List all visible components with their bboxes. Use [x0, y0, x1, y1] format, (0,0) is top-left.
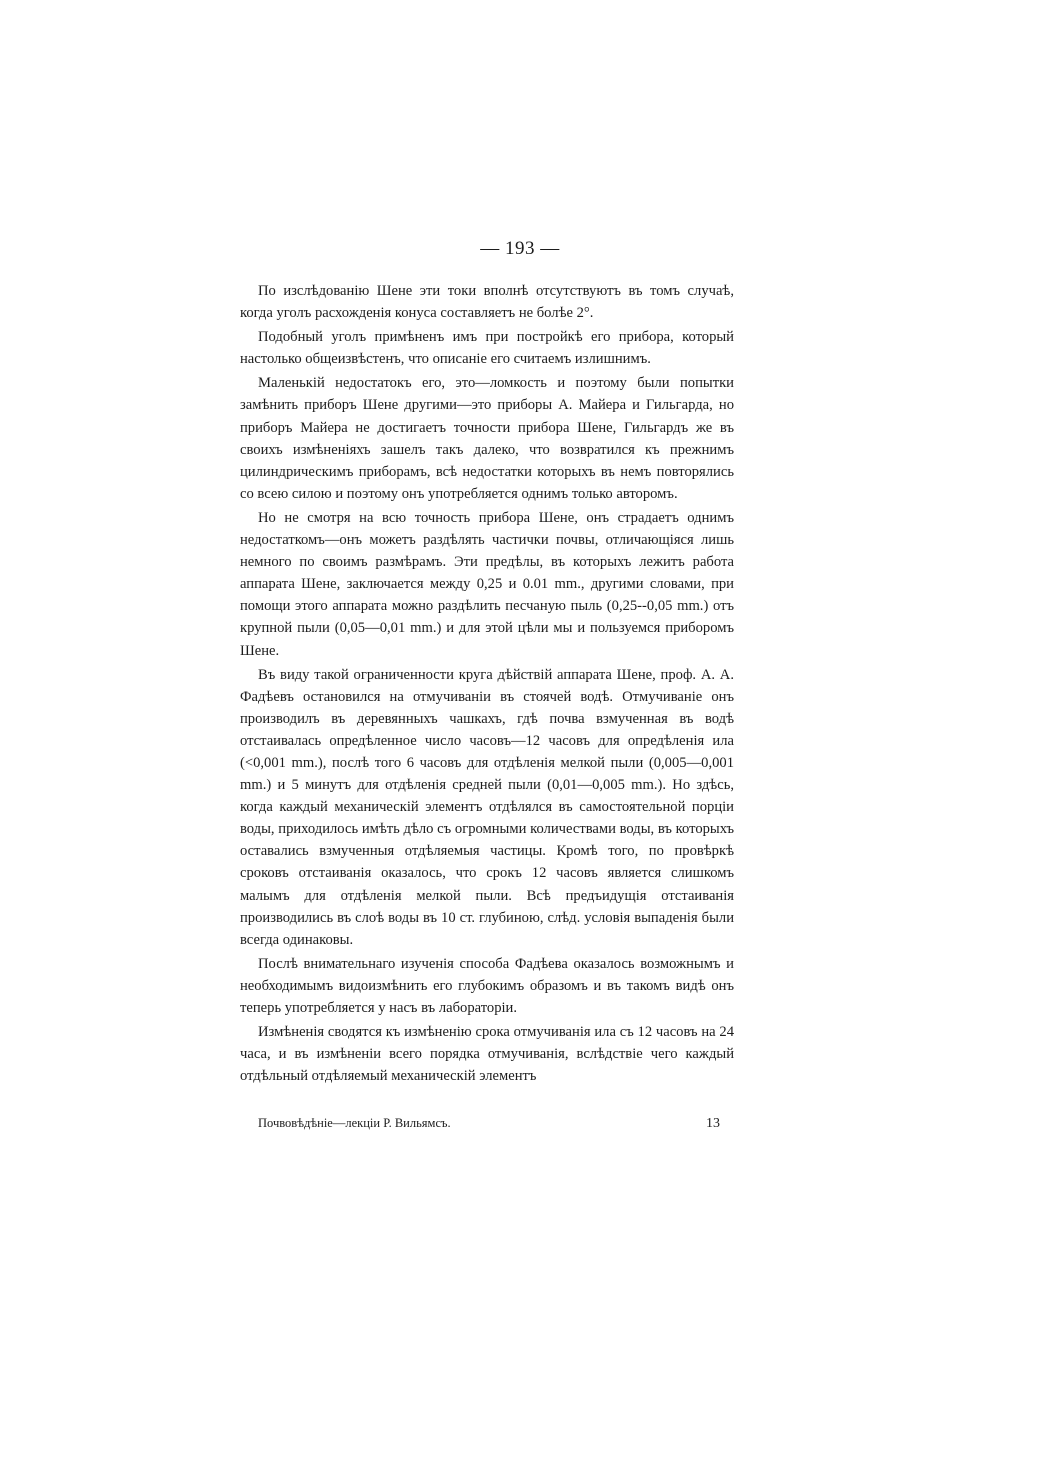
footer-sheet-number: 13 — [706, 1116, 720, 1131]
page-number: — 193 — — [480, 238, 560, 259]
paragraph-5: Въ виду такой ограниченности круга дѣйствій аппарата Шене, проф. А. А. Фадѣевъ остановился на отмучиваніи въ стоячей водѣ. Отмучиваніе онъ производилъ въ деревянныхъ чашкахъ, гдѣ почва взмученная въ водѣ отстаивалась опредѣленное число часовъ—12 часовъ для опредѣленія ила (<0,001 mm.), послѣ того 6 часовъ для отдѣленія мелкой пыли (0,005—0,001 mm.) и 5 минутъ для отдѣленія средней пыли (0,01—0,005 mm.). Но здѣсь, когда каждый механическій элементъ отдѣлялся въ самостоятельной порціи воды, приходилось имѣть дѣло съ огромными количествами воды, въ которыхъ оставались взмученныя отдѣляемыя частицы. Кромѣ того, по провѣркѣ сроковъ отстаиванія оказалось, что срокъ 12 часовъ является слишкомъ малымъ для отдѣленія мелкой пыли. Всѣ предъидущія отстаиванія производились въ слоѣ воды въ 10 ст. глубиною, слѣд. условія выпаденія были всегда одинаковы. — [240, 666, 734, 948]
paragraph-2: Подобный уголъ примѣненъ имъ при постройкѣ его прибора, который настолько общеизвѣстенъ, что описаніе его считаемъ излишнимъ. — [240, 329, 734, 368]
paragraph-7: Измѣненія сводятся къ измѣненію срока отмучиванія ила съ 12 часовъ на 24 часа, и въ измѣненіи всего порядка отмучиванія, вслѣдствіе чего каждый отдѣльный отдѣляемый механическій элементъ — [240, 1024, 734, 1085]
paragraph-1: По изслѣдованію Шене эти токи вполнѣ отсутствуютъ въ томъ случаѣ, когда уголъ расхожденія конуса составляетъ не болѣе 2°. — [240, 283, 734, 322]
footer-title: Почвовѣдѣніе—лекціи Р. Вильямсъ. — [258, 1116, 451, 1130]
body-text — [240, 280, 734, 1089]
paragraph-6: Послѣ внимательнаго изученія способа Фадѣева оказалось возможнымъ и необходимымъ видоизмѣнить его глубокимъ образомъ и въ такомъ видѣ онъ теперь употребляется у насъ въ лабораторіи. — [240, 955, 734, 1016]
paragraph-3: Маленькій недостатокъ его, это—ломкость и поэтому были попытки замѣнить приборъ Шене другими—это приборы А. Майера и Гильгарда, но приборъ Майера не достигаетъ точности прибора Шене, Гильгардъ же въ своихъ измѣненіяхъ зашелъ такъ далеко, что возвратился къ прежнимъ цилиндрическимъ приборамъ, всѣ недостатки которыхъ въ немъ повторялись со всею силою и поэтому онъ употребляется однимъ только авторомъ. — [240, 375, 734, 502]
page-footer — [258, 1116, 720, 1132]
paragraph-4: Но не смотря на всю точность прибора Шене, онъ страдаетъ однимъ недостаткомъ—онъ можетъ раздѣлять частички почвы, отличающіяся лишь немного по своимъ размѣрамъ. Эти предѣлы, въ которыхъ лежитъ работа аппарата Шене, заключается между 0,25 и 0.01 mm., другими словами, при помощи этого аппарата можно раздѣлить песчаную пыль (0,25--0,05 mm.) отъ крупной пыли (0,05—0,01 mm.) и для этой цѣли мы и пользуемся приборомъ Шене. — [240, 509, 734, 659]
